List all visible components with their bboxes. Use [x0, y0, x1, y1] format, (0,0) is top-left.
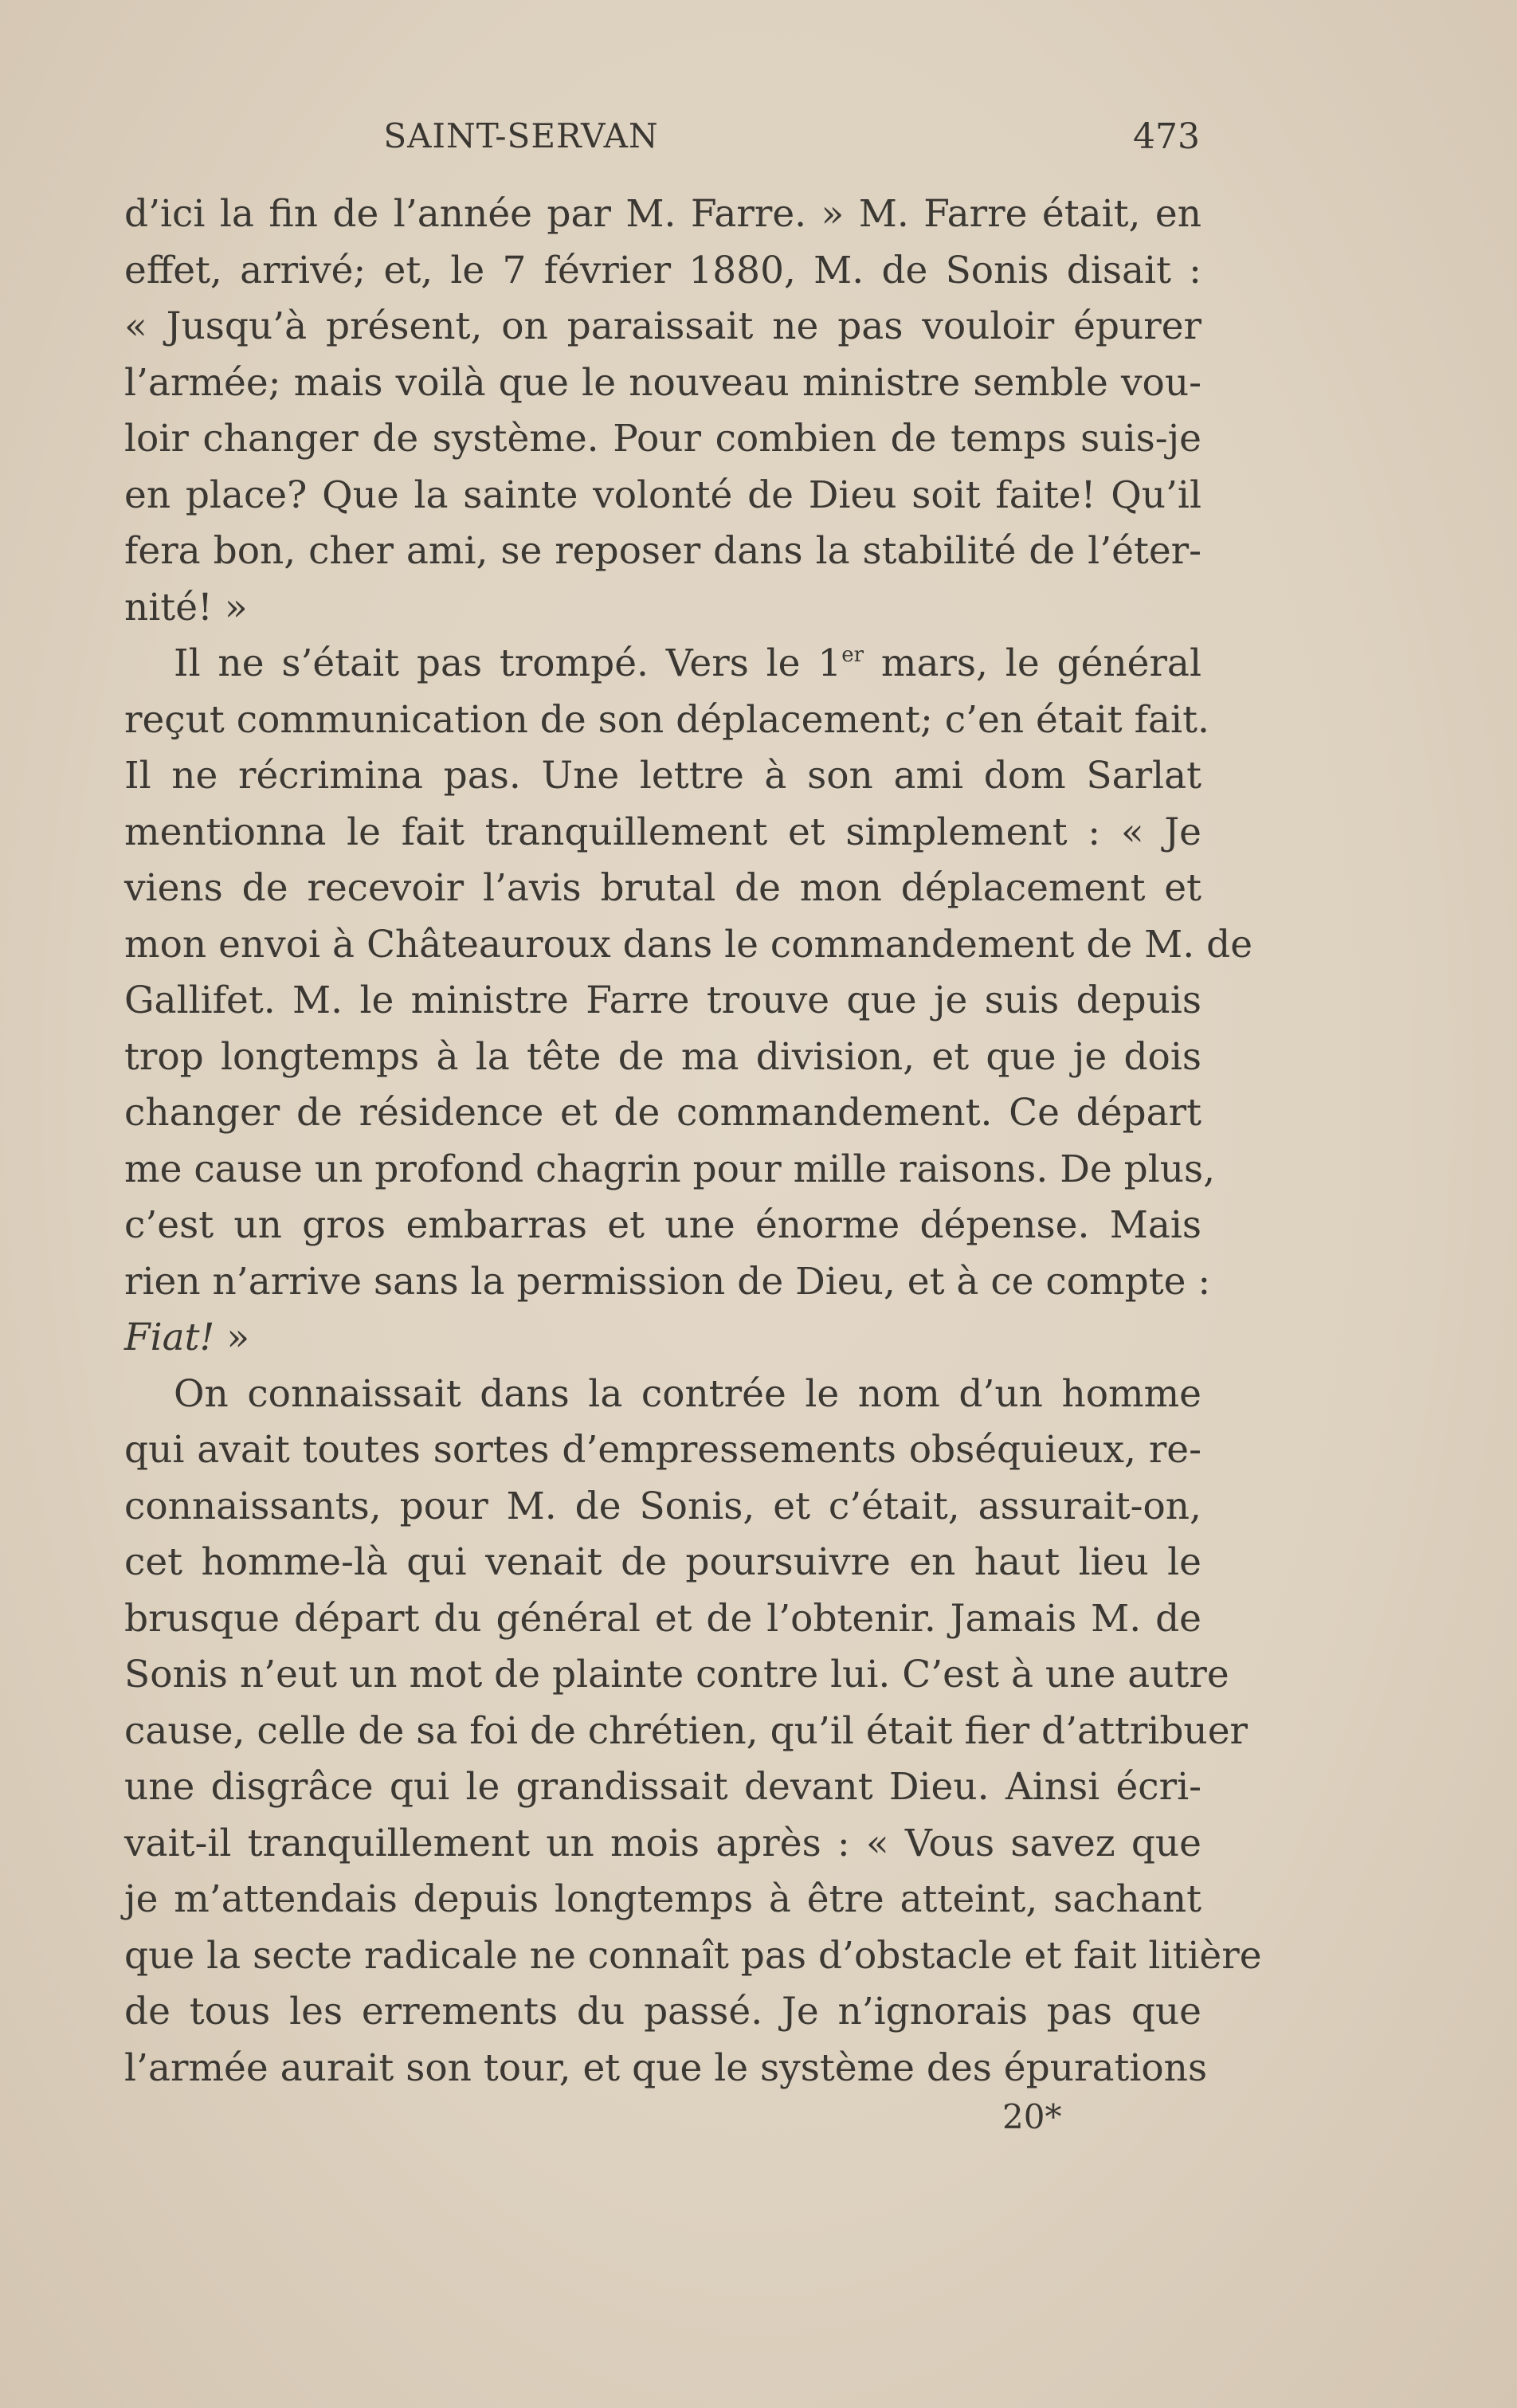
- text-line: [124, 299, 1201, 355]
- text-line-content: d’ici la fin de l’année par M. Farre. » M. Farre était, en: [124, 192, 1201, 236]
- text-line-content: brusque départ du général et de l’obtenir. Jamais M. de: [124, 1596, 1201, 1641]
- text-line-content: mon envoi à Châteauroux dans le commandement de M. de: [124, 922, 1253, 967]
- text-line-content: c’est un gros embarras et une énorme dépense. Mais: [124, 1203, 1201, 1247]
- text-line-content: Il ne récrimina pas. Une lettre à son ami dom Sarlat: [124, 754, 1201, 798]
- text-line: [124, 1142, 1216, 1198]
- text-line: [124, 1704, 1248, 1760]
- text-line: [124, 1198, 1201, 1254]
- text-line: [124, 243, 1201, 300]
- running-title: [126, 116, 1200, 155]
- text-line: [124, 1984, 1201, 2041]
- text-line-content: reçut communication de son déplacement; c’en était fait.: [124, 697, 1209, 742]
- text-line: [124, 1479, 1201, 1535]
- page-number: 473: [1133, 116, 1200, 157]
- text-line: [124, 748, 1201, 805]
- text-line-content: Gallifet. M. le ministre Farre trouve que je suis depuis: [124, 978, 1201, 1022]
- text-line-content: changer de résidence et de commandement. Ce départ: [124, 1091, 1201, 1135]
- text-line-content: On connaissait dans la contrée le nom d’un homme: [174, 1371, 1201, 1416]
- text-line: [124, 1422, 1201, 1479]
- ordinal-superscript: er: [841, 643, 864, 667]
- text-line-content: une disgrâce qui le grandissait devant Dieu. Ainsi écri-: [124, 1765, 1201, 1809]
- text-line: [124, 1085, 1201, 1142]
- text-line: [124, 1816, 1201, 1873]
- text-line: [124, 1029, 1201, 1086]
- text-line-post: mars, le général: [864, 641, 1201, 685]
- text-line: [124, 636, 1201, 692]
- text-line: [124, 861, 1201, 917]
- text-line: [124, 1759, 1201, 1816]
- text-line-content: l’armée; mais voilà que le nouveau ministre semble vou-: [124, 360, 1201, 405]
- text-line-content: mentionna le fait tranquillement et simplement : « Je: [124, 810, 1201, 854]
- text-line-content: en place? Que la sainte volonté de Dieu soit faite! Qu’il: [124, 473, 1201, 517]
- text-line-content: « Jusqu’à présent, on paraissait ne pas vouloir épurer: [124, 304, 1201, 348]
- text-line: [124, 2041, 1208, 2097]
- text-line-content: que la secte radicale ne connaît pas d’obstacle et fait litière: [124, 1933, 1262, 1978]
- text-line: [124, 1647, 1229, 1704]
- text-line-post: »: [214, 1316, 250, 1359]
- text-line: [124, 1928, 1262, 1985]
- text-line: [124, 355, 1201, 412]
- text-line-content: loir changer de système. Pour combien de temps suis-je: [124, 417, 1201, 461]
- text-line-content: cet homme-là qui venait de poursuivre en haut lieu le: [124, 1540, 1201, 1584]
- text-line: [124, 186, 1201, 243]
- signature-mark: 20*: [1002, 2097, 1062, 2136]
- text-line: [124, 1367, 1201, 1423]
- text-line: [124, 917, 1253, 974]
- text-line: [124, 468, 1201, 524]
- text-line-content: trop longtemps à la tête de ma division, et que je dois: [124, 1034, 1201, 1079]
- text-line-content: l’armée aurait son tour, et que le système des épurations: [124, 2045, 1208, 2090]
- running-title-text: SAINT-SERVAN: [383, 116, 659, 155]
- text-line: [124, 805, 1201, 861]
- text-line: [124, 1591, 1201, 1648]
- text-line-content: effet, arrivé; et, le 7 février 1880, M. de Sonis disait :: [124, 248, 1201, 292]
- text-line: [124, 1254, 1211, 1311]
- text-line-content: me cause un profond chagrin pour mille raisons. De plus,: [124, 1147, 1216, 1191]
- body-text: [124, 186, 1262, 2096]
- text-line: [124, 411, 1201, 468]
- text-line-content: qui avait toutes sortes d’empressements obséquieux, re-: [124, 1428, 1201, 1472]
- text-line: [124, 692, 1209, 749]
- text-line: [124, 1535, 1201, 1591]
- text-line-pre: Il ne s’était pas trompé. Vers le 1: [174, 641, 842, 685]
- text-line-content: rien n’arrive sans la permission de Dieu, et à ce compte :: [124, 1259, 1211, 1304]
- text-line-content: vait-il tranquillement un mois après : « Vous savez que: [124, 1821, 1201, 1865]
- text-line-content: Sonis n’eut un mot de plainte contre lui. C’est à une autre: [124, 1653, 1229, 1696]
- text-line-content: connaissants, pour M. de Sonis, et c’était, assurait-on,: [124, 1484, 1201, 1528]
- text-line: [124, 524, 1201, 580]
- text-line: [124, 1872, 1201, 1928]
- text-line-content: de tous les errements du passé. Je n’ignorais pas que: [124, 1990, 1201, 2033]
- text-line-content: cause, celle de sa foi de chrétien, qu’il était fier d’attribuer: [124, 1708, 1248, 1753]
- text-line-italic: Fiat!: [124, 1316, 215, 1359]
- text-line: [124, 1310, 1201, 1367]
- text-line: [124, 580, 1201, 637]
- text-line-content: nité! »: [124, 585, 248, 629]
- text-line-content: je m’attendais depuis longtemps à être atteint, sachant: [124, 1877, 1201, 1921]
- text-line-content: fera bon, cher ami, se reposer dans la stabilité de l’éter-: [124, 529, 1201, 573]
- text-line: [124, 973, 1201, 1029]
- text-line-content: viens de recevoir l’avis brutal de mon déplacement et: [124, 866, 1201, 910]
- page-header: [126, 116, 1200, 164]
